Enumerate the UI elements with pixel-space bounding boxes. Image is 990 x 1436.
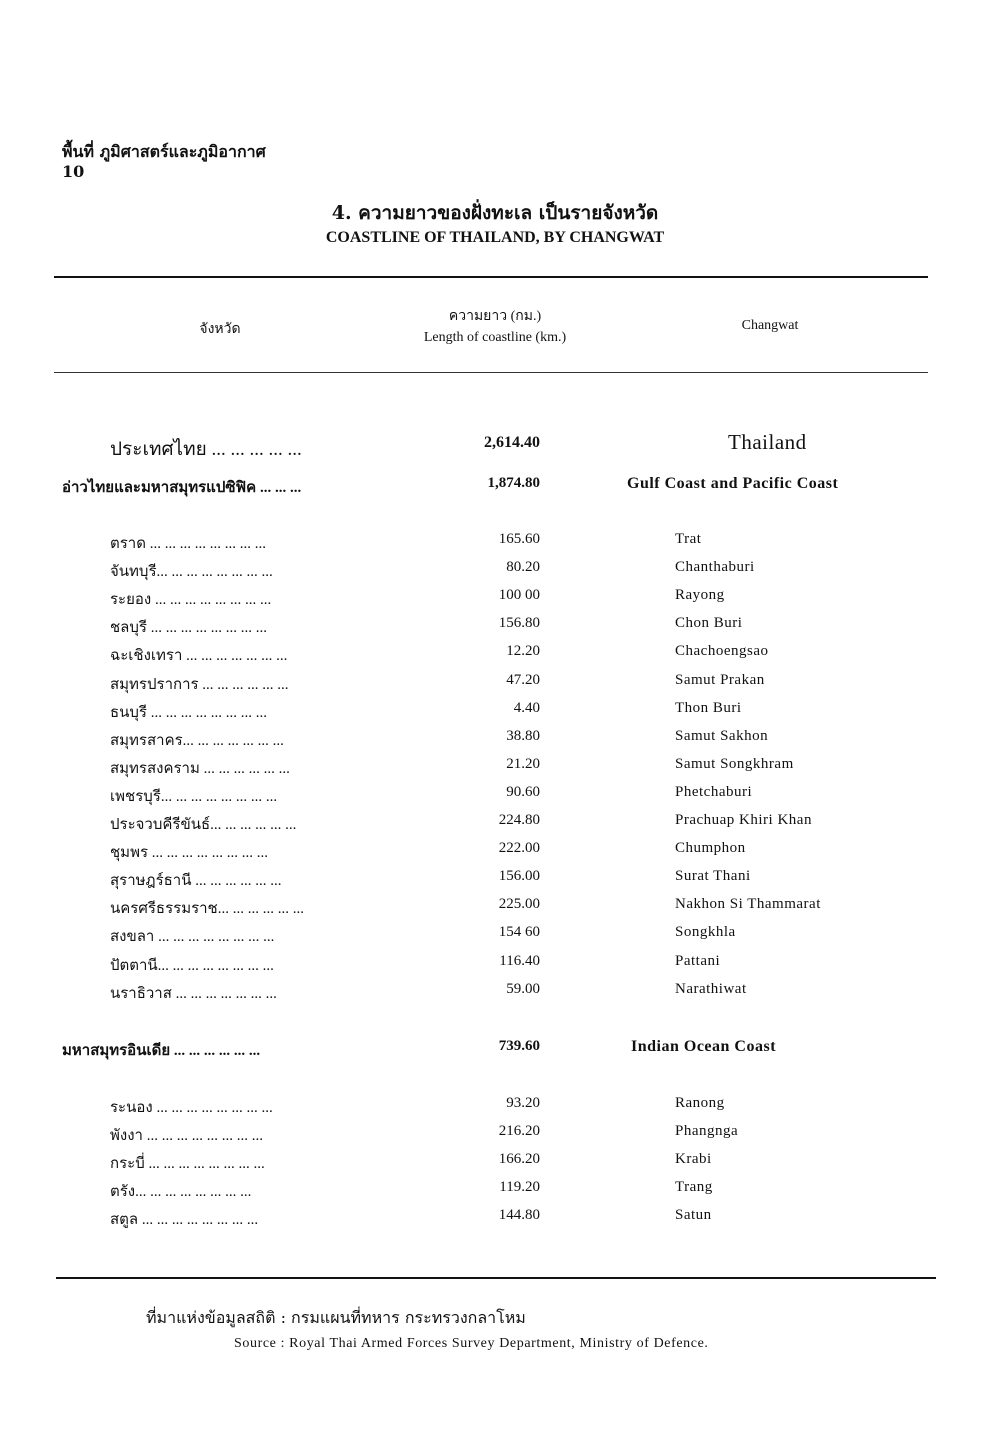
row-length: 156.80: [498, 615, 540, 632]
row-english-name: Samut Prakan: [675, 671, 765, 688]
row-length: 90.60: [506, 783, 540, 800]
row-english-name: Thailand: [728, 430, 807, 454]
table-row: [0, 840, 990, 864]
row-thai-name: สงขลา ... ... ... ... ... ... ... ...: [110, 929, 275, 946]
row-length: 216.20: [498, 1123, 540, 1139]
row-length: 4.40: [513, 699, 540, 716]
row-length: 80.20: [506, 559, 540, 576]
table-row-region-gulf: [0, 475, 990, 499]
row-thai-name: ประจวบคีรีขันธ์... ... ... ... ... ...: [110, 817, 297, 833]
source-thai: ที่มาแห่งข้อมูลสถิติ : กรมแผนที่ทหาร กระทรวงกลาโหม: [146, 1308, 526, 1327]
row-thai-name: ระนอง ... ... ... ... ... ... ... ...: [110, 1100, 273, 1116]
row-length: 59.00: [506, 980, 540, 997]
row-thai-name: สุราษฎร์ธานี ... ... ... ... ... ...: [110, 873, 282, 890]
row-english-name: Chumphon: [675, 840, 746, 857]
row-length: 1,874.80: [487, 475, 540, 491]
table-row: [0, 756, 990, 780]
row-length: 739.60: [498, 1038, 540, 1054]
row-length: 144.80: [498, 1207, 540, 1223]
table-row: [0, 672, 990, 696]
table-row: [0, 531, 990, 555]
row-thai-name: จันทบุรี... ... ... ... ... ... ... ...: [110, 564, 273, 581]
row-thai-name: นครศรีธรรมราช... ... ... ... ... ...: [110, 901, 304, 918]
row-english-name: Chanthaburi: [675, 559, 755, 576]
row-english-name: Chachoengsao: [675, 643, 769, 660]
row-thai-name: ประเทศไทย ... ... ... ... ...: [110, 439, 302, 460]
row-length: 224.80: [498, 812, 540, 828]
table-row: [0, 700, 990, 724]
table-row: [0, 728, 990, 752]
row-english-name: Trat: [675, 531, 702, 547]
row-english-name: Trang: [675, 1179, 713, 1195]
row-length: 119.20: [499, 1179, 540, 1195]
row-thai-name: สมุทรสาคร... ... ... ... ... ... ...: [110, 732, 284, 749]
row-thai-name: ระยอง ... ... ... ... ... ... ... ...: [110, 592, 272, 609]
table-row: [0, 559, 990, 583]
table-row: [0, 868, 990, 892]
column-head-length-thai: ความยาว (กม.): [448, 309, 542, 324]
row-length: 100 00: [498, 587, 540, 604]
table-row: [0, 953, 990, 977]
table-row-total: [0, 430, 990, 460]
row-english-name: Songkhla: [675, 924, 736, 941]
table-row: [0, 784, 990, 808]
table-row: [0, 643, 990, 667]
table-row: [0, 812, 990, 836]
page-number: 10: [62, 162, 85, 181]
row-length: 38.80: [506, 727, 540, 744]
row-length: 47.20: [506, 671, 540, 688]
header-rule: [54, 372, 928, 373]
column-head-length-english: Length of coastline (km.): [423, 330, 567, 345]
source-english: Source : Royal Thai Armed Forces Survey Department, Ministry of Defence.: [234, 1336, 709, 1351]
row-length: 156.00: [498, 868, 540, 885]
table-row: [0, 981, 990, 1005]
row-length: 21.20: [506, 755, 540, 772]
row-length: 222.00: [498, 840, 540, 857]
row-english-name: Gulf Coast and Pacific Coast: [627, 475, 839, 492]
section-label: พื้นที่ ภูมิศาสตร์และภูมิอากาศ: [62, 142, 266, 161]
row-english-name: Phetchaburi: [675, 783, 753, 800]
row-thai-name: มหาสมุทรอินเดีย ... ... ... ... ... ...: [62, 1043, 261, 1059]
table-title-thai: 4. ความยาวของฝั่งทะเล เป็นรายจังหวัด: [331, 202, 659, 224]
row-thai-name: นราธิวาส ... ... ... ... ... ... ...: [110, 985, 277, 1002]
row-length: 2,614.40: [484, 434, 540, 451]
table-row: [0, 924, 990, 948]
row-english-name: Surat Thani: [675, 868, 751, 885]
table-row: [0, 896, 990, 920]
table-row: [0, 1179, 990, 1203]
column-head-changwat-english: Changwat: [741, 318, 799, 333]
table-row: [0, 615, 990, 639]
table-row-region-indian: [0, 1038, 990, 1062]
row-thai-name: สมุทรปราการ ... ... ... ... ... ...: [110, 676, 289, 693]
row-thai-name: ชลบุรี ... ... ... ... ... ... ... ...: [110, 620, 267, 637]
row-english-name: Satun: [675, 1207, 712, 1223]
row-length: 116.40: [499, 952, 540, 969]
row-thai-name: พังงา ... ... ... ... ... ... ... ...: [110, 1128, 263, 1144]
row-english-name: Indian Ocean Coast: [631, 1038, 777, 1055]
table-row: [0, 1123, 990, 1147]
row-english-name: Krabi: [675, 1151, 712, 1167]
row-thai-name: ฉะเชิงเทรา ... ... ... ... ... ... ...: [110, 648, 288, 665]
table-row: [0, 1095, 990, 1119]
table-row: [0, 1151, 990, 1175]
bottom-rule: [56, 1277, 936, 1279]
row-thai-name: ปัตตานี... ... ... ... ... ... ... ...: [110, 957, 274, 974]
row-english-name: Pattani: [675, 952, 721, 969]
row-thai-name: ชุมพร ... ... ... ... ... ... ... ...: [110, 845, 269, 862]
row-english-name: Nakhon Si Thammarat: [675, 896, 821, 913]
row-length: 93.20: [506, 1095, 540, 1111]
row-thai-name: สตูล ... ... ... ... ... ... ... ...: [110, 1212, 259, 1228]
row-thai-name: ธนบุรี ... ... ... ... ... ... ... ...: [110, 704, 267, 721]
row-english-name: Samut Songkhram: [675, 755, 794, 772]
row-length: 12.20: [506, 643, 540, 660]
row-thai-name: อ่าวไทยและมหาสมุทรแปซิฟิค ... ... ...: [62, 480, 302, 496]
row-english-name: Chon Buri: [675, 615, 743, 632]
table-row: [0, 587, 990, 611]
row-english-name: Prachuap Khiri Khan: [675, 812, 812, 828]
row-thai-name: ตรัง... ... ... ... ... ... ... ...: [110, 1184, 252, 1200]
row-english-name: Thon Buri: [675, 699, 742, 716]
row-english-name: Ranong: [675, 1095, 725, 1111]
row-length: 154 60: [498, 924, 540, 941]
row-thai-name: กระบี่ ... ... ... ... ... ... ... ...: [110, 1156, 265, 1172]
table-title-english: COASTLINE OF THAILAND, BY CHANGWAT: [325, 229, 665, 246]
row-english-name: Samut Sakhon: [675, 727, 769, 744]
top-rule: [54, 276, 928, 278]
row-english-name: Phangnga: [675, 1123, 739, 1139]
row-thai-name: เพชรบุรี... ... ... ... ... ... ... ...: [110, 788, 278, 805]
table-row: [0, 1207, 990, 1231]
row-english-name: Narathiwat: [675, 980, 747, 997]
row-thai-name: สมุทรสงคราม ... ... ... ... ... ...: [110, 760, 290, 777]
row-thai-name: ตราด ... ... ... ... ... ... ... ...: [110, 536, 266, 552]
row-length: 166.20: [498, 1151, 540, 1167]
row-length: 165.60: [498, 531, 540, 547]
row-english-name: Rayong: [675, 587, 725, 604]
row-length: 225.00: [498, 896, 540, 913]
column-head-changwat-thai: จังหวัด: [199, 322, 241, 337]
